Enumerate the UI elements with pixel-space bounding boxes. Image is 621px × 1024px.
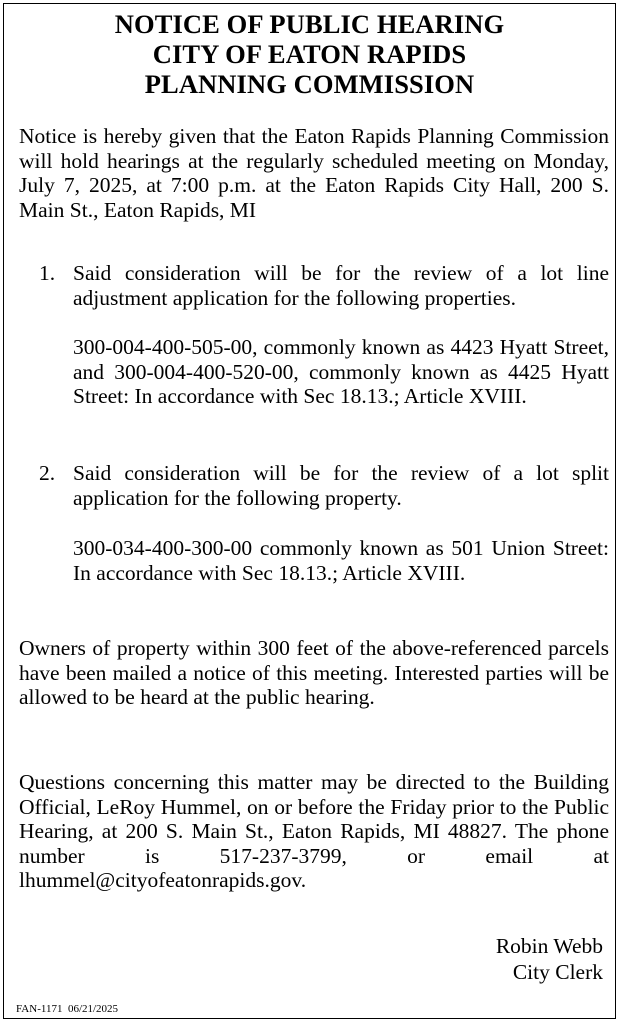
signature-role: City Clerk — [512, 960, 603, 984]
title-line-1: NOTICE OF PUBLIC HEARING — [114, 9, 505, 39]
title-line-2: CITY OF EATON RAPIDS — [152, 39, 467, 69]
item-text: Said consideration will be for the review of a lot split application for the following property. — [73, 461, 609, 510]
signature-block — [496, 933, 603, 985]
item-detail-1: 300-004-400-505-00, commonly known as 4423 Hyatt Street, and 300-004-400-520-00, commonly known as 4425 Hyatt Street: In accordance with Sec 18.13.; Article XVIII. — [73, 335, 609, 408]
intro-paragraph: Notice is hereby given that the Eaton Rapids Planning Commission will hold hearings at the regularly scheduled meeting on Monday, July 7, 2025, at 7:00 p.m. at the Eaton Rapids City Hall, 200 S. Main St., Eaton Rapids, MI — [19, 124, 609, 222]
footer-code: FAN-1171 06/21/2025 — [16, 1003, 119, 1015]
item-detail-2: 300-034-400-300-00 commonly known as 501 Union Street: In accordance with Sec 18.13.; Article XVIII. — [73, 536, 609, 585]
notice-title — [4, 9, 615, 99]
item-text: Said consideration will be for the review of a lot line adjustment application for the following properties. — [73, 261, 609, 310]
signature-name: Robin Webb — [495, 934, 603, 958]
owners-paragraph: Owners of property within 300 feet of the above-referenced parcels have been mailed a notice of this meeting. Interested parties will be allowed to be heard at the public hearing. — [19, 636, 609, 709]
public-hearing-notice — [3, 3, 616, 1019]
questions-paragraph: Questions concerning this matter may be directed to the Building Official, LeRoy Hummel, on or before the Friday prior to the Public Hearing, at 200 S. Main St., Eaton Rapids, MI 48827. The phone number is 517-237-3799, or email at lhummel@cityofeatonrapids.gov. — [19, 770, 609, 892]
title-line-3: PLANNING COMMISSION — [144, 69, 475, 99]
item-number: 1. — [39, 261, 56, 285]
item-number: 2. — [39, 461, 56, 485]
